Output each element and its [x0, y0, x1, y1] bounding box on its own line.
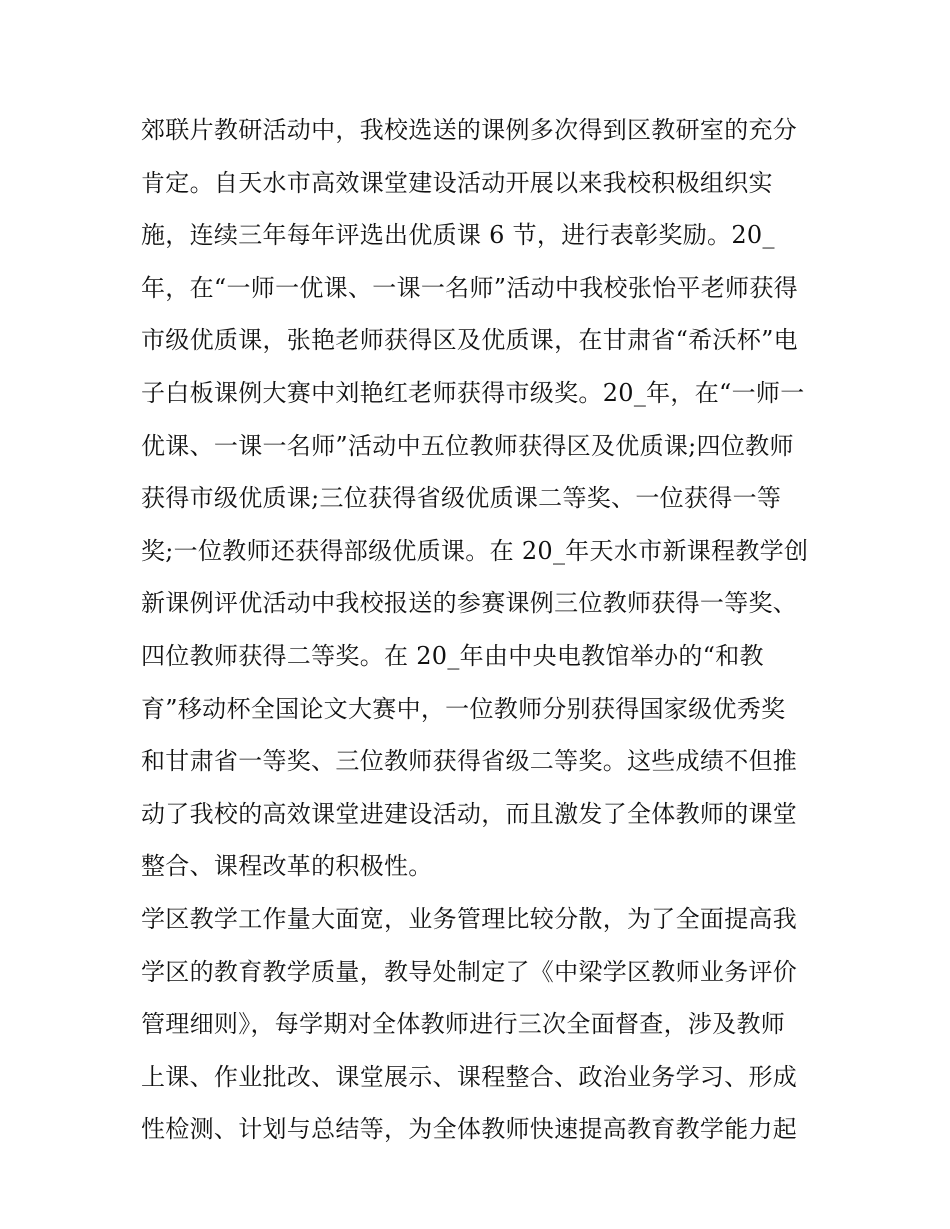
text-line: 和甘肃省一等奖、三位教师获得省级二等奖。这些成绩不但推 [141, 747, 798, 776]
text-line: 管理细则》，每学期对全体教师进行三次全面督查，涉及教师 [141, 1010, 786, 1039]
text-line: 奖;一位教师还获得部级优质课。在 20_年天水市新课程教学创 [141, 536, 809, 565]
text-line: 施，连续三年每年评选出优质课 6 节，进行表彰奖励。20_ [141, 221, 775, 250]
text-line: 新课例评优活动中我校报送的参赛课例三位教师获得一等奖、 [141, 589, 798, 618]
text-line: 整合、课程改革的积极性。 [141, 852, 433, 881]
body-text [141, 104, 821, 1156]
text-line: 育”移动杯全国论文大赛中，一位教师分别获得国家级优秀奖 [141, 694, 786, 723]
text-line: 动了我校的高效课堂进建设活动，而且激发了全体教师的课堂 [141, 799, 798, 828]
text-line: 郊联片教研活动中，我校选送的课例多次得到区教研室的充分 [141, 116, 798, 144]
text-line: 子白板课例大赛中刘艳红老师获得市级奖。20_年，在“一师一 [141, 378, 805, 407]
text-line: 年，在“一师一优课、一课一名师”活动中我校张怡平老师获得 [141, 273, 798, 302]
text-line: 肯定。自天水市高效课堂建设活动开展以来我校积极组织实 [141, 168, 773, 197]
text-line: 四位教师获得二等奖。在 20_年由中央电教馆举办的“和教 [141, 641, 764, 670]
text-line: 性检测、计划与总结等，为全体教师快速提高教育教学能力起 [141, 1115, 798, 1144]
text-line: 学区教学工作量大面宽，业务管理比较分散，为了全面提高我 [141, 904, 798, 933]
text-line: 学区的教育教学质量，教导处制定了《中梁学区教师业务评价 [141, 957, 798, 986]
text-line: 市级优质课，张艳老师获得区及优质课，在甘肃省“希沃杯”电 [141, 326, 798, 355]
text-line: 上课、作业批改、课堂展示、课程整合、政治业务学习、形成 [141, 1062, 798, 1091]
text-line: 获得市级优质课;三位获得省级优质课二等奖、一位获得一等 [141, 484, 782, 513]
text-line: 优课、一课一名师”活动中五位教师获得区及优质课;四位教师 [141, 431, 794, 460]
